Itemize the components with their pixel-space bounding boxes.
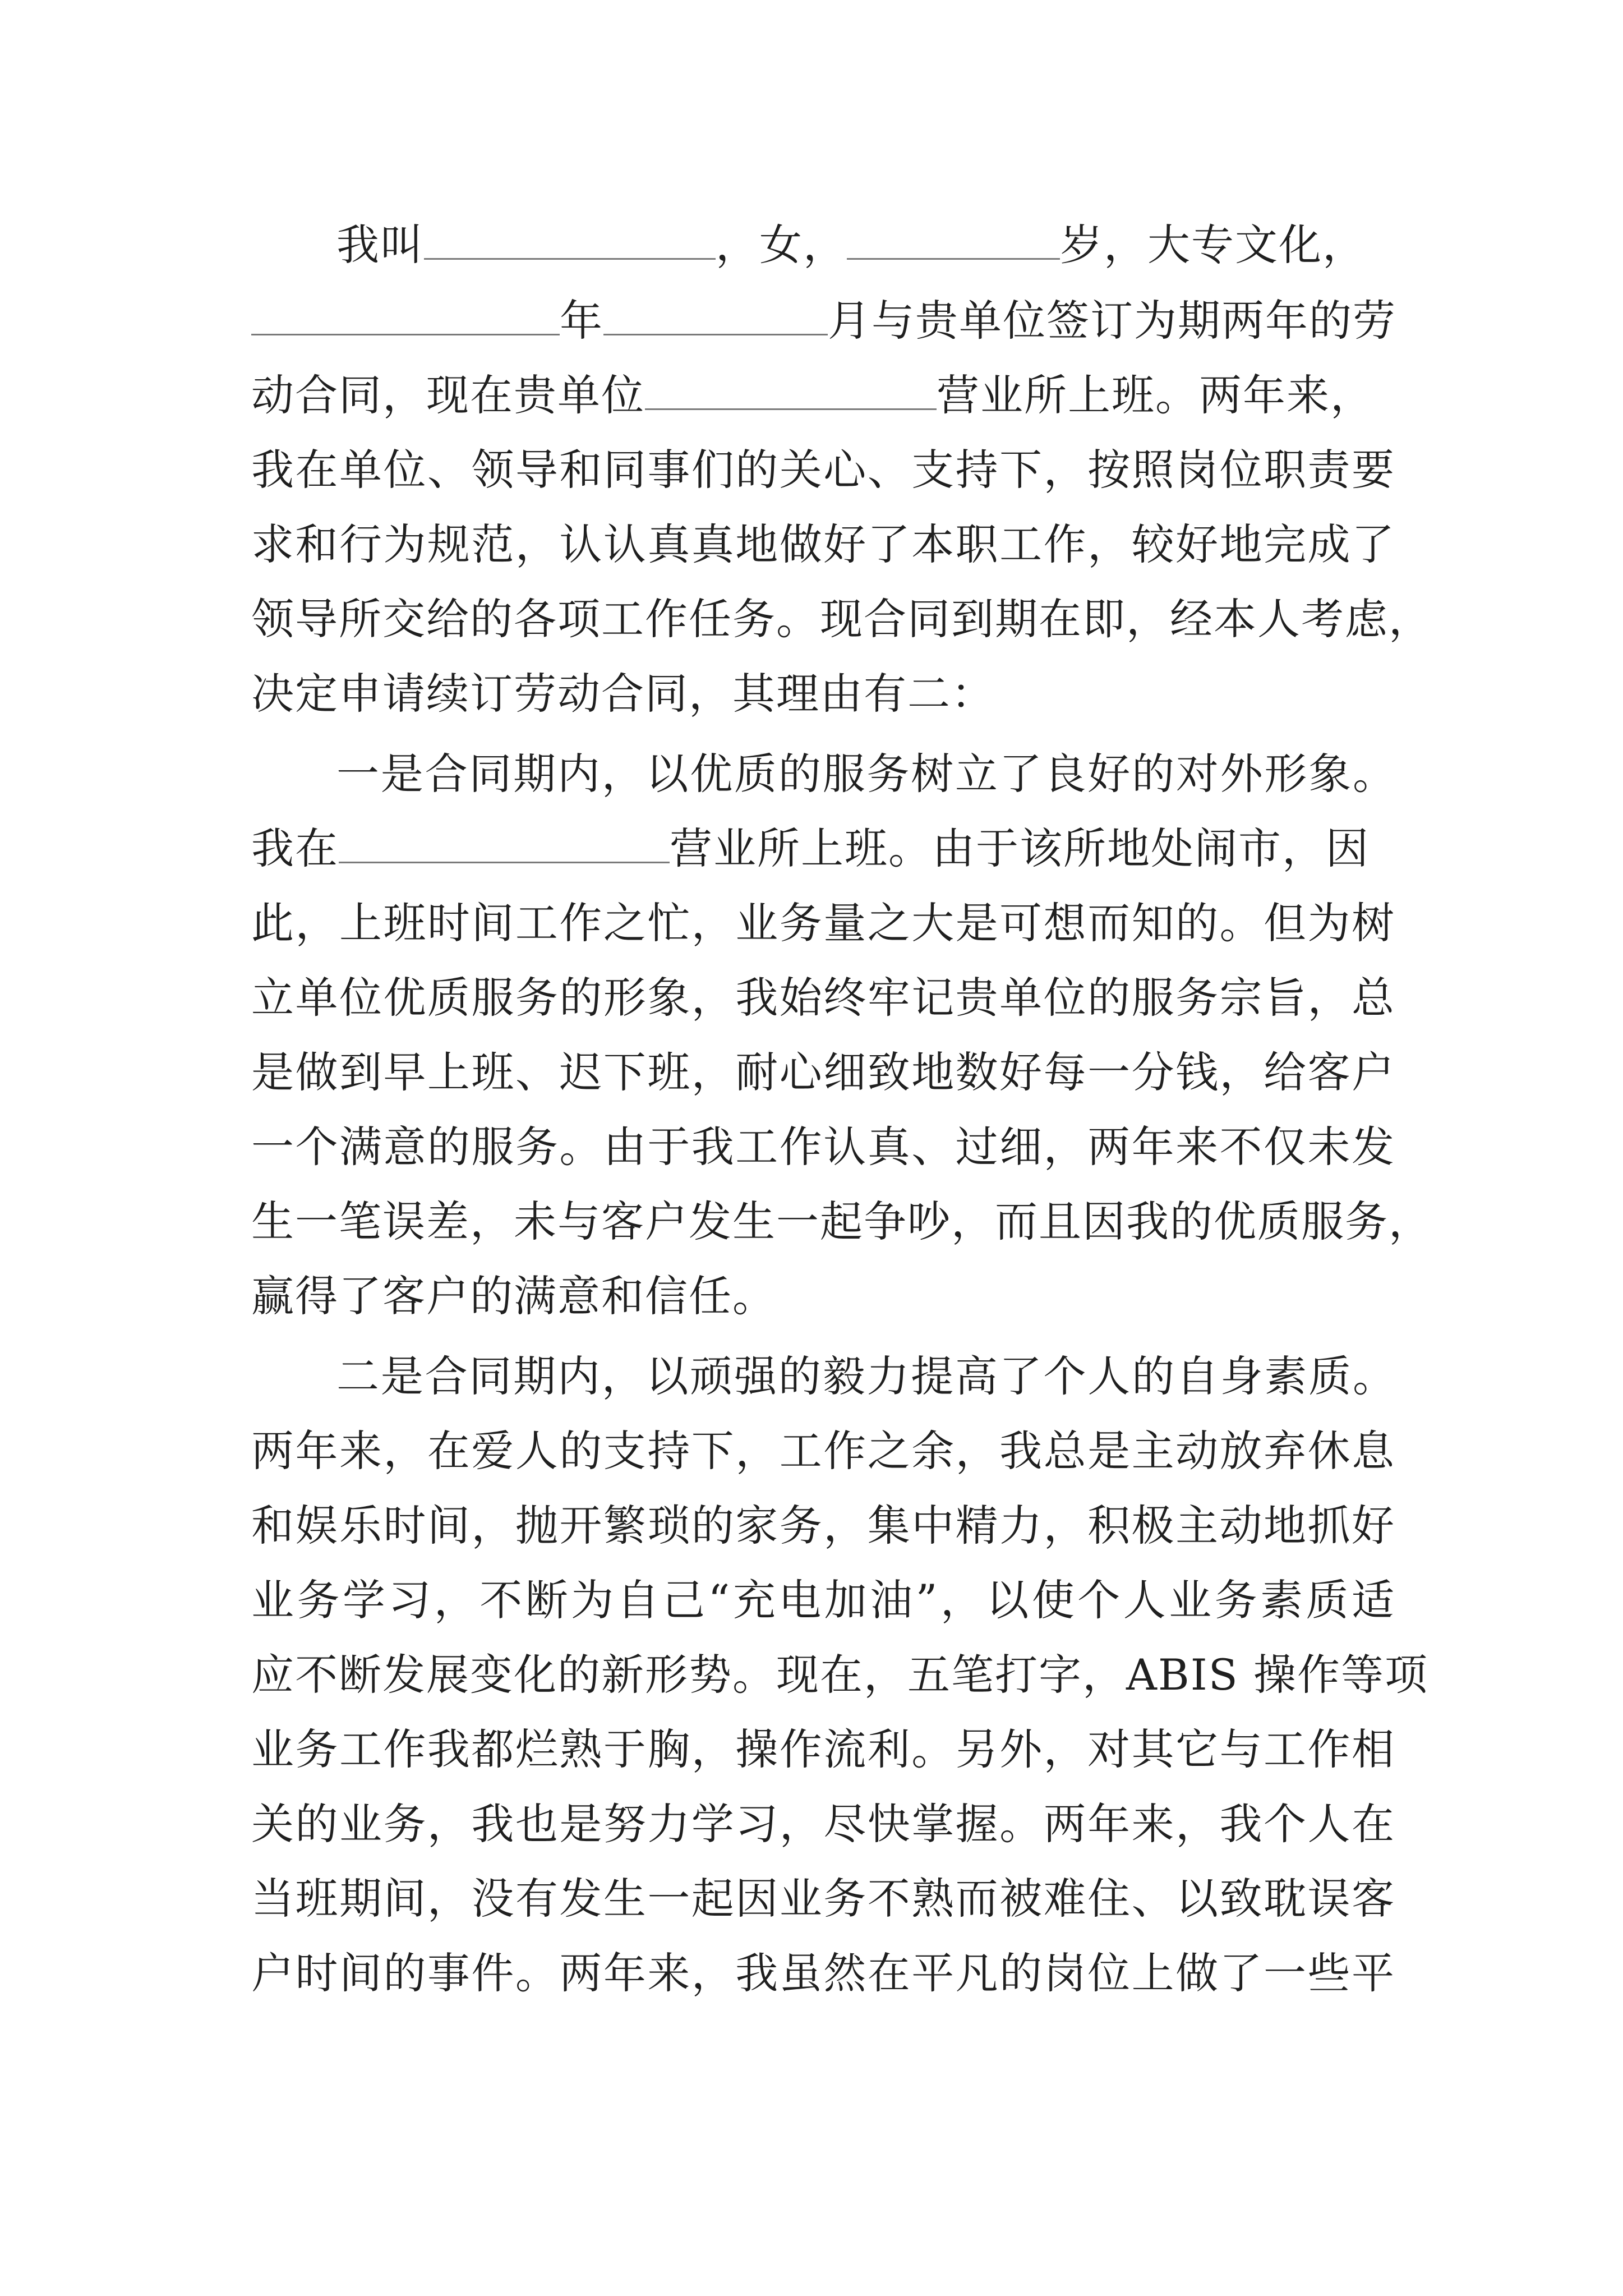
text-segment: 是做到早上班、迟下班，耐心细致地数好每一分钱，给客户 [251,1047,1395,1097]
text-segment: 户时间的事件。两年来，我虽然在平凡的岗位上做了一些平 [251,1948,1395,1998]
text-line [336,740,1396,808]
text-segment: 岁，大专文化， [1060,220,1366,270]
blank-name [424,218,716,260]
text-segment: 决定申请续订劳动合同，其理由有二： [251,669,995,719]
text-segment: 业务工作我都烂熟于胸，操作流利。另外，对其它与工作相 [251,1724,1395,1774]
text-line [251,890,1395,957]
text-line [251,287,1395,355]
text-segment: ，女， [716,220,847,270]
text-line [251,1114,1395,1181]
blank-office [645,368,937,410]
text-line [251,964,1395,1032]
blank-age [847,218,1060,260]
text-line [336,211,1396,279]
text-line [251,1567,1395,1634]
text-segment: 二是合同期内，以顽强的毅力提高了个人的自身素质。 [336,1351,1396,1401]
text-segment: 一是合同期内，以优质的服务树立了良好的对外形象。 [336,749,1396,799]
text-segment: 两年来，在爱人的支持下，工作之余，我总是主动放弃休息 [251,1426,1395,1476]
text-segment: 和娱乐时间，抛开繁琐的家务，集中精力，积极主动地抓好 [251,1501,1395,1550]
text-segment: 我在 [251,823,339,873]
text-line [251,1418,1395,1485]
text-line [251,1791,1395,1858]
text-segment: 此，上班时间工作之忙，业务量之大是可想而知的。但为树 [251,898,1395,948]
text-line [251,1641,1428,1709]
text-segment: 立单位优质服务的形象，我始终牢记贵单位的服务宗旨，总 [251,973,1395,1023]
text-segment: 领导所交给的各项工作任务。现合同到期在即，经本人考虑， [251,594,1432,644]
text-line [251,511,1395,578]
text-segment: 月与贵单位签订为期两年的劳 [828,296,1396,346]
text-segment: 动合同，现在贵单位 [251,370,645,420]
text-line [251,362,1395,429]
text-line [251,660,1395,728]
text-segment: 年 [560,296,603,346]
text-line [251,1716,1395,1783]
text-segment: 当班期间，没有发生一起因业务不熟而被难住、以致耽误客 [251,1874,1395,1924]
text-segment: 生一笔误差，未与客户发生一起争吵，而且因我的优质服务， [251,1197,1432,1246]
text-line [336,1343,1396,1410]
text-line [251,586,1432,653]
text-segment: 我在单位、领导和同事们的关心、支持下，按照岗位职责要 [251,445,1395,495]
text-line [251,1263,1395,1330]
text-line [251,1492,1395,1559]
text-line [251,1940,1395,2007]
text-segment: 业务学习，不断为自己“充电加油”，以使个人业务素质适 [251,1575,1395,1625]
text-segment: 我叫 [336,220,424,270]
text-segment: 营业所上班。由于该所地处闹市，因 [670,823,1370,873]
text-segment: 求和行为规范，认认真真地做好了本职工作，较好地完成了 [251,519,1395,569]
text-segment: 一个满意的服务。由于我工作认真、过细，两年来不仅未发 [251,1122,1395,1172]
text-segment: 赢得了客户的满意和信任。 [251,1271,776,1321]
text-line [251,1039,1395,1106]
blank-year [251,293,560,335]
text-segment: 关的业务，我也是努力学习，尽快掌握。两年来，我个人在 [251,1799,1395,1849]
text-segment: 营业所上班。两年来， [937,370,1374,420]
text-line [251,436,1395,504]
text-line [251,1188,1432,1255]
text-line [251,1865,1395,1932]
blank-month [603,293,828,335]
text-line [251,815,1395,882]
blank-office [339,821,670,863]
text-segment: 应不断发展变化的新形势。现在，五笔打字，ABIS 操作等项 [251,1650,1428,1700]
